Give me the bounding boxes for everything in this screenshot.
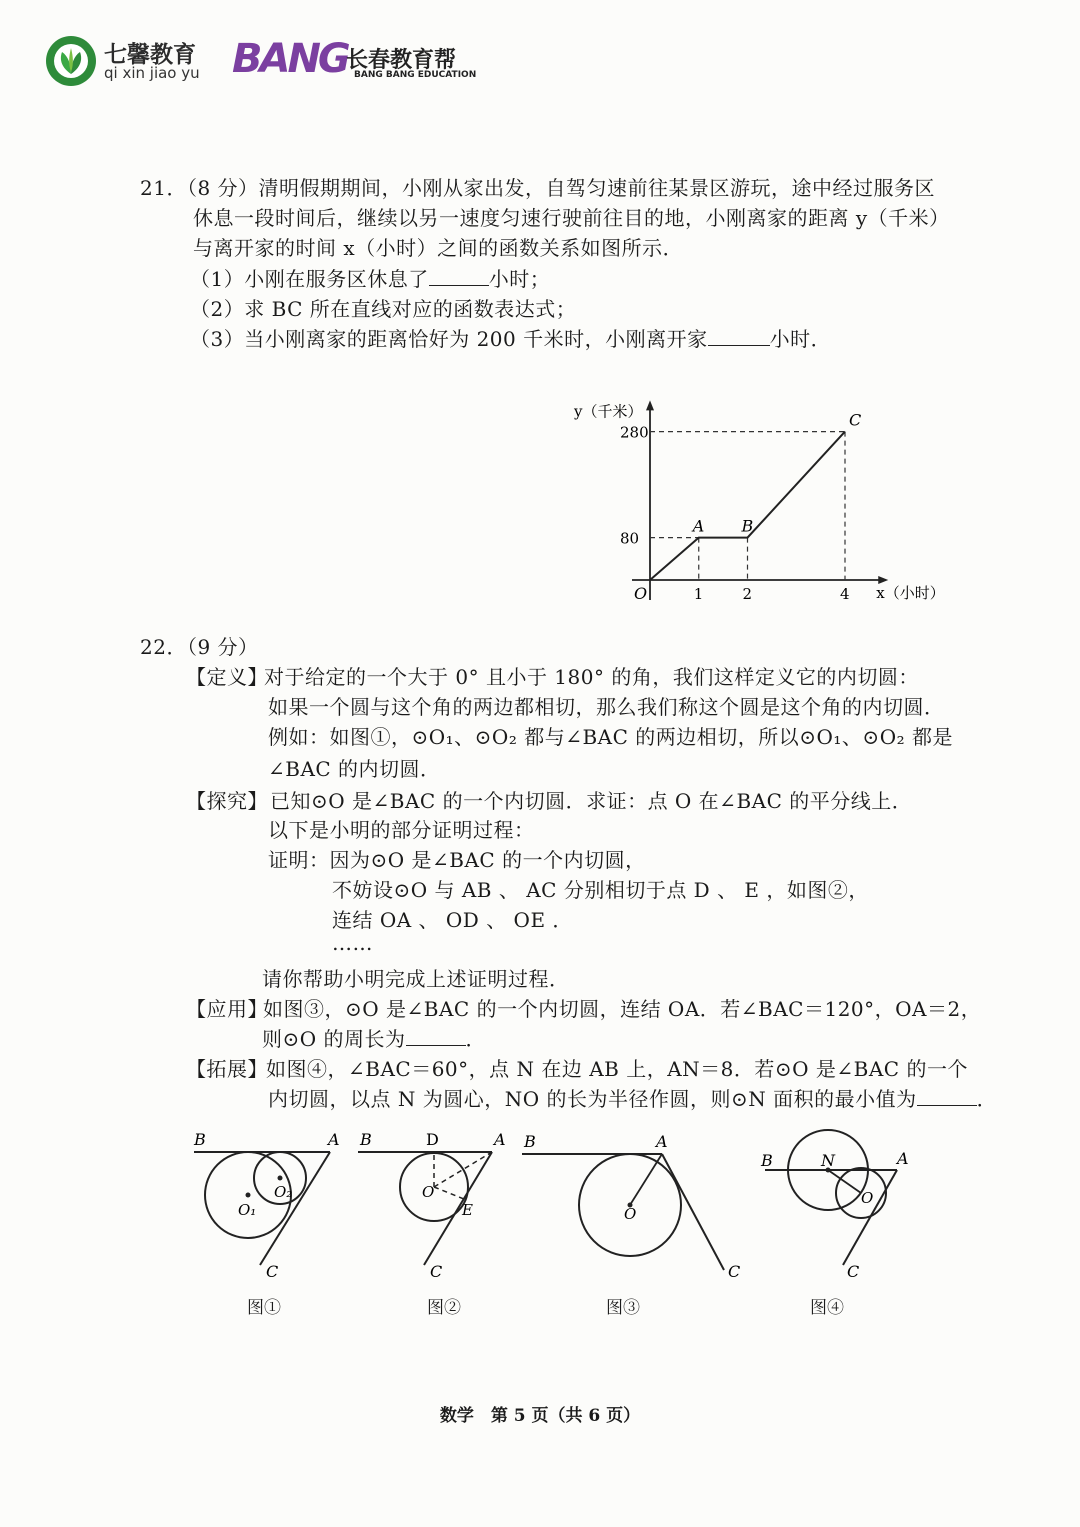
q22-apply-answer-blank[interactable] — [406, 1025, 466, 1046]
fig2-label-C: C — [430, 1262, 443, 1281]
figure-3-caption: 图③ — [606, 1298, 640, 1318]
figure-4-caption: 图④ — [810, 1298, 844, 1318]
q22-proof-line-2: 不妨设⊙O 与 AB 、 AC 分别相切于点 D 、 E ，如图②， — [332, 878, 869, 902]
fig1-label-A: A — [328, 1130, 340, 1149]
q22-def-tag: 【定义】 — [186, 665, 268, 689]
q22-ext-2-end: ． — [976, 1087, 998, 1111]
q22-proof-line-1: 证明：因为⊙O 是∠BAC 的一个内切圆， — [268, 848, 646, 872]
x-tick-1: 1 — [693, 585, 704, 603]
fig3-label-A: A — [656, 1132, 668, 1151]
page-footer: 数学 第 5 页（共 6 页） — [439, 1406, 641, 1426]
qixin-logo — [44, 34, 214, 94]
fig4-label-N: N — [821, 1151, 835, 1170]
q22-apply-2-end: ． — [465, 1027, 487, 1051]
q22-help: 请你帮助小明完成上述证明过程． — [262, 967, 570, 991]
figure-1 — [180, 1125, 350, 1285]
origin-label: O — [634, 584, 648, 603]
y-axis-label: y（千米） — [574, 402, 643, 421]
q22-ext-answer-blank[interactable] — [917, 1085, 977, 1106]
point-label-B: B — [741, 516, 754, 536]
y-tick-280: 280 — [620, 423, 649, 442]
q22-proof-ellipsis: …… — [332, 931, 373, 955]
q21-answer-blank-1[interactable] — [429, 265, 489, 286]
fig2-label-A: A — [494, 1130, 506, 1149]
bang-logo-cn: 长春教育帮 — [346, 47, 457, 73]
fig1-label-O2: O₂ — [274, 1183, 293, 1201]
x-tick-4: 4 — [840, 585, 850, 603]
fig3-label-C: C — [728, 1262, 741, 1281]
q21-part-1 — [190, 264, 550, 294]
q22-def-line-2: 如果一个圆与这个角的两边都相切，那么我们称这个圆是这个角的内切圆． — [268, 695, 945, 719]
fig4-label-B: B — [761, 1151, 773, 1170]
q22-apply-tag: 【应用】 — [186, 997, 268, 1021]
q22-ext-tag: 【拓展】 — [186, 1057, 268, 1081]
fig1-label-O1: O₁ — [238, 1201, 257, 1219]
distance-time-chart — [560, 370, 960, 610]
q21-part-3-unit: 小时． — [769, 327, 832, 351]
q22-ext: 如图④，∠BAC＝60°，点 N 在边 AB 上，AN＝8．若⊙O 是∠BAC 的一个 — [266, 1057, 968, 1081]
q22-proof-line-3: 连结 OA 、 OD 、 OE ． — [332, 908, 573, 932]
fig4-label-C: C — [847, 1262, 860, 1281]
x-axis-label: x（小时） — [876, 584, 945, 602]
figure-2 — [352, 1125, 522, 1285]
q22-explore-tag: 【探究】 — [186, 789, 268, 813]
fig2-label-E: E — [462, 1201, 473, 1219]
q21-part-1-text: （1）小刚在服务区休息了 — [190, 267, 429, 291]
bang-logo-en: BANG BANG EDUCATION — [354, 70, 477, 80]
figure-1-caption: 图① — [247, 1298, 281, 1318]
q21-part-3-text: （3）当小刚离家的距离恰好为 200 千米时，小刚离开家 — [190, 327, 708, 351]
fig1-label-C: C — [266, 1262, 279, 1281]
q21-part-3 — [190, 324, 831, 354]
bang-logo-mark: BANG — [232, 36, 348, 82]
qixin-logo-pinyin: qi xin jiao yu — [104, 64, 200, 82]
q21-line-1: 21．（8 分）清明假期期间，小刚从家出发，自驾匀速前往某景区游玩，途中经过服务区 — [140, 176, 936, 200]
x-tick-2: 2 — [742, 585, 753, 603]
q21-line-2: 休息一段时间后，继续以另一速度匀速行驶前往目的地，小刚离家的距离 y（千米） — [193, 206, 950, 230]
x-axis-arrow — [878, 576, 888, 584]
q22-apply-2 — [262, 1024, 486, 1054]
point-label-A: A — [692, 516, 705, 536]
fig3-label-B: B — [524, 1132, 536, 1151]
point-label-C: C — [849, 410, 862, 430]
fig4-label-A: A — [897, 1149, 909, 1168]
q22-head: 22．（9 分） — [140, 635, 259, 659]
q22-explore: 已知⊙O 是∠BAC 的一个内切圆．求证：点 O 在∠BAC 的平分线上． — [270, 789, 913, 813]
q22-ext-2 — [268, 1084, 997, 1114]
fig3-label-O: O — [624, 1205, 637, 1223]
q22-apply-2-text: 则⊙O 的周长为 — [262, 1027, 406, 1051]
figure-4 — [755, 1125, 915, 1285]
y-tick-80: 80 — [620, 529, 640, 548]
q21-part-2: （2）求 BC 所在直线对应的函数表达式； — [190, 297, 577, 321]
q22-def-line-1: 对于给定的一个大于 0° 且小于 180° 的角，我们这样定义它的内切圆： — [264, 665, 919, 689]
q21-answer-blank-3[interactable] — [708, 325, 770, 346]
q21-line-3: 与离开家的时间 x（小时）之间的函数关系如图所示． — [193, 236, 684, 260]
q22-apply: 如图③，⊙O 是∠BAC 的一个内切圆，连结 OA．若∠BAC＝120°，OA＝2， — [263, 997, 982, 1021]
q22-ext-2-text: 内切圆，以点 N 为圆心，NO 的长为半径作圆，则⊙N 面积的最小值为 — [268, 1087, 917, 1111]
figure-3 — [516, 1125, 746, 1285]
q22-def-line-4: ∠BAC 的内切圆． — [268, 757, 441, 781]
q21-part-1-unit: 小时； — [488, 267, 551, 291]
fig2-label-O: O — [422, 1183, 435, 1201]
fig2-label-D: D — [426, 1130, 439, 1149]
fig2-label-B: B — [360, 1130, 372, 1149]
fig4-label-O: O — [861, 1189, 874, 1207]
q22-def-line-3: 例如：如图①，⊙O₁、⊙O₂ 都与∠BAC 的两边相切，所以⊙O₁、⊙O₂ 都是 — [268, 725, 953, 749]
y-axis-arrow — [646, 400, 654, 410]
fig1-label-B: B — [194, 1130, 206, 1149]
figure-2-caption: 图② — [427, 1298, 461, 1318]
qixin-logo-cn: 七馨教育 — [104, 41, 196, 68]
q22-proof-intro: 以下是小明的部分证明过程： — [268, 818, 535, 842]
